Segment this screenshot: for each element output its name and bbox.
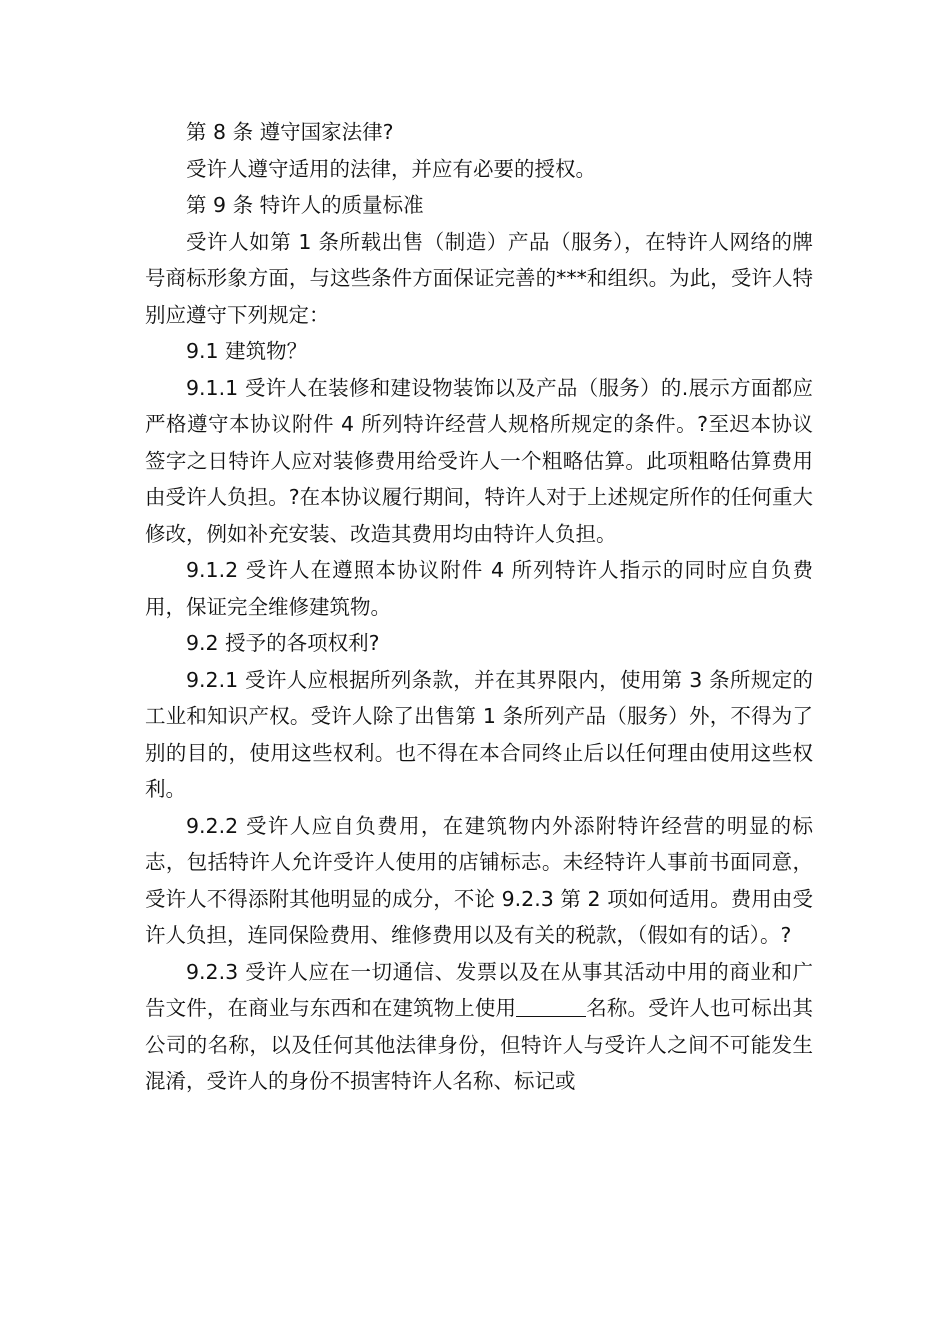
section-9-1-heading: 9.1 建筑物？ (186, 339, 308, 363)
section-9-2-heading: 9.2 授予的各项权利? (186, 631, 380, 655)
section-9-2-3-after-blank: 名称。受许人也可标出其公司的名称，以及任何其他法律身份，但特许人与受许人之间不可能发生混淆，受许人的身份不损害特许人名称、标记或 (145, 996, 813, 1093)
article-8-body: 受许人遵守适用的法律，并应有必要的授权。 (186, 156, 596, 181)
article-9-heading: 第 9 条 特许人的质量标准 (186, 193, 424, 217)
section-9-2-2: 9.2.2 受许人应自负费用，在建筑物内外添附特许经营的明显的标志，包括特许人允许受许人使用的店铺标志。未经特许人事前书面同意，受许人不得添附其他明显的成分，不论 9.2.3 第 2 项如何适用。费用由受许人负担，连同保险费用、维修费用以及有关的税款，（假如有的话）。? (145, 813, 813, 947)
section-9-2-3-before-blank: 9.2.3 受许人应在一切通信、发票以及在从事其活动中用的商业和广告文件，在商业与东西和在建筑物上使用 (145, 959, 813, 1020)
document-body (145, 114, 813, 1100)
section-9-1-2: 9.1.2 受许人在遵照本协议附件 4 所列特许人指示的同时应自负费用，保证完全维修建筑物。 (145, 558, 813, 619)
article-8-heading: 第 8 条 遵守国家法律? (186, 120, 394, 144)
article-9-body: 受许人如第 1 条所载出售（制造）产品（服务），在特许人网络的牌号商标形象方面，与这些条件方面保证完善的***和组织。为此，受许人特别应遵守下列规定： (145, 229, 813, 327)
section-9-2-1: 9.2.1 受许人应根据所列条款，并在其界限内，使用第 3 条所规定的工业和知识产权。受许人除了出售第 1 条所列产品（服务）外，不得为了别的目的，使用这些权利。也不得在本合同终止后以任何理由使用这些权利。 (145, 667, 813, 801)
section-9-1-1: 9.1.1 受许人在装修和建设物装饰以及产品（服务）的.展示方面都应严格遵守本协议附件 4 所列特许经营人规格所规定的条件。?至迟本协议签字之日特许人应对装修费用给受许人一个粗略估算。此项粗略估算费用由受许人负担。?在本协议履行期间，特许人对于上述规定所作的任何重大修改，例如补充安装、改造其费用均由特许人负担。 (145, 375, 813, 546)
fill-in-blank (516, 996, 586, 1017)
section-9-2-3 (145, 954, 813, 1100)
